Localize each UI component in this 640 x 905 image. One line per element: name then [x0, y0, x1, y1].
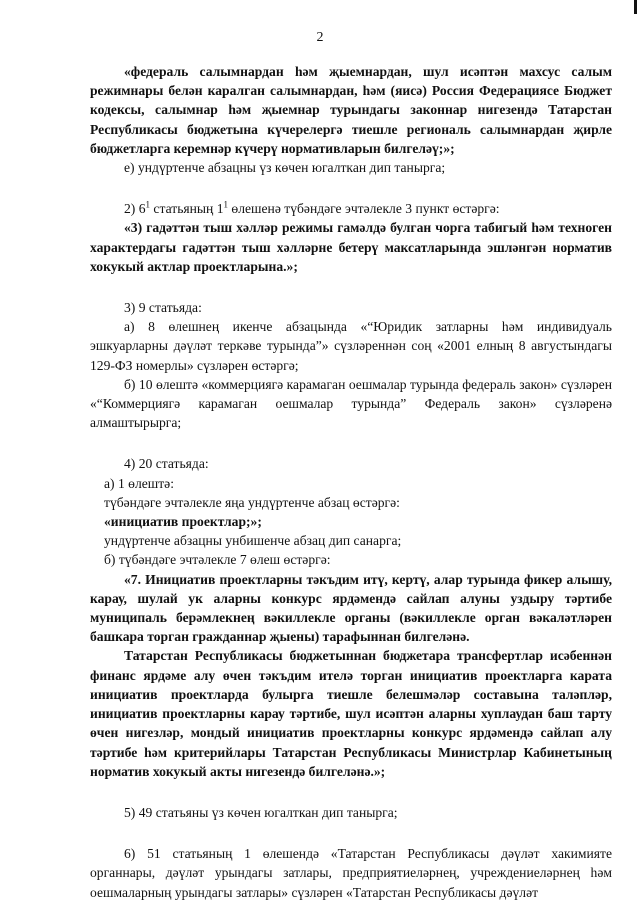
scan-edge-mark — [634, 0, 637, 14]
paragraph-item-3: 3) 9 статьяда: — [124, 300, 202, 316]
paragraph-emergency-quote: «3) гадәттән тыш хәлләр режимы гамәлдә булган чорга табигый һәм техноген характердагы гадәттән тыш хәлләрне бетерү максатларында эшләнгән норматив хокукый актлар проектларына.»; — [90, 220, 612, 274]
paragraph-transfers-quote: Татарстан Республикасы бюджетыннан бюджетара трансфертлар исәбеннән финанс ярдәме алу өчен тәкъдим ителә торган инициатив проектларга карата инициатив проектларда булырга тиешле белешмәләр составына таләпләр, инициатив проектларны карау тәртибе, шул исәптән аларны хуплаудан баш тарту өчен нигезләр, мондый инициатив проектларны конкурс ярдәмендә сайлап алу тәртибе һәм критерийлары Татарстан Республикасы Министрлар Кабинетының норматив хокукый акты нигезендә билгеләнә.»; — [90, 648, 612, 779]
paragraph-initiative-projects-quote: «инициатив проектлар;»; — [104, 514, 262, 530]
paragraph-item-4a: а) 1 өлештә: — [104, 475, 174, 491]
document-body — [90, 62, 612, 902]
paragraph-renumber-abzac: ундүртенче абзацны унбишенче абзац дип санарга; — [104, 533, 402, 549]
page-number: 2 — [316, 30, 324, 45]
paragraph-part-7-quote: «7. Инициатив проектларны тәкъдим итү, кертү, алар турында фикер алышу, карау, шулай ук аларны конкурс ярдәмендә сайлап алуны уздыру тәртибе муниципаль берәмлекнең вәкиллекле органы (вәкиллекле орган вәкаләтләрен башкара торган гражданнар җыены) тарафыннан билгеләнә. — [90, 571, 612, 645]
paragraph-item-6: 6) 51 статьяның 1 өлешендә «Татарстан Республикасы дәүләт хакимияте органнары, дәүләт урындагы затлары, предприятиеләрнең, учреждениеләрнең һәм оешмаларның урындагы затлары» сүзләрен «Татарстан Республикасы дәүләт — [90, 846, 612, 900]
paragraph-item-e: е) ундүртенче абзацны үз көчен югалткан дип танырга; — [124, 160, 446, 176]
paragraph-item-4: 4) 20 статьяда: — [124, 456, 209, 472]
paragraph-new-abzac: түбәндәге эчтәлекле яңа ундүртенче абзац өстәргә: — [104, 494, 400, 510]
paragraph-item-5: 5) 49 статьяны үз көчен югалткан дип танырга; — [124, 804, 398, 820]
paragraph-federal-taxes-quote: «федераль салымнардан һәм җыемнардан, шул исәптән махсус салым режимнары белән каралган салымнардан, һәм (яисә) Россия Федерациясе Бюджет кодексы, салымнар һәм җыемнар турындагы законнар нигезендә Татарстан Республикасы бюджетына күчерелергә тиешле региональ салымнардан җирле бюджетларга керемнәр күчерү нормативларын билгеләү;»; — [90, 64, 612, 156]
paragraph-item-3a: а) 8 өлешнең икенче абзацында «“Юридик затларны һәм индивидуаль эшкуарларны дәүләт теркәве турында”» сүзләреннән соң «2001 елның 8 августындагы 129-ФЗ номерлы» сүзләрен өстәргә; — [90, 319, 612, 373]
paragraph-item-3b: б) 10 өлештә «коммерциягә карамаган оешмалар турында федераль закон» сүзләрен «“Коммерциягә карамаган оешмалар турында” Федераль закон» сүзләренә алмаштырырга; — [90, 376, 612, 431]
paragraph-item-4b: б) түбәндәге эчтәлекле 7 өлеш өстәргә: — [104, 552, 331, 568]
paragraph-item-2: 2) $6^1$ статьяның $1^1$ өлешенә түбәндәге эчтәлекле 3 пункт өстәргә: — [124, 199, 500, 217]
